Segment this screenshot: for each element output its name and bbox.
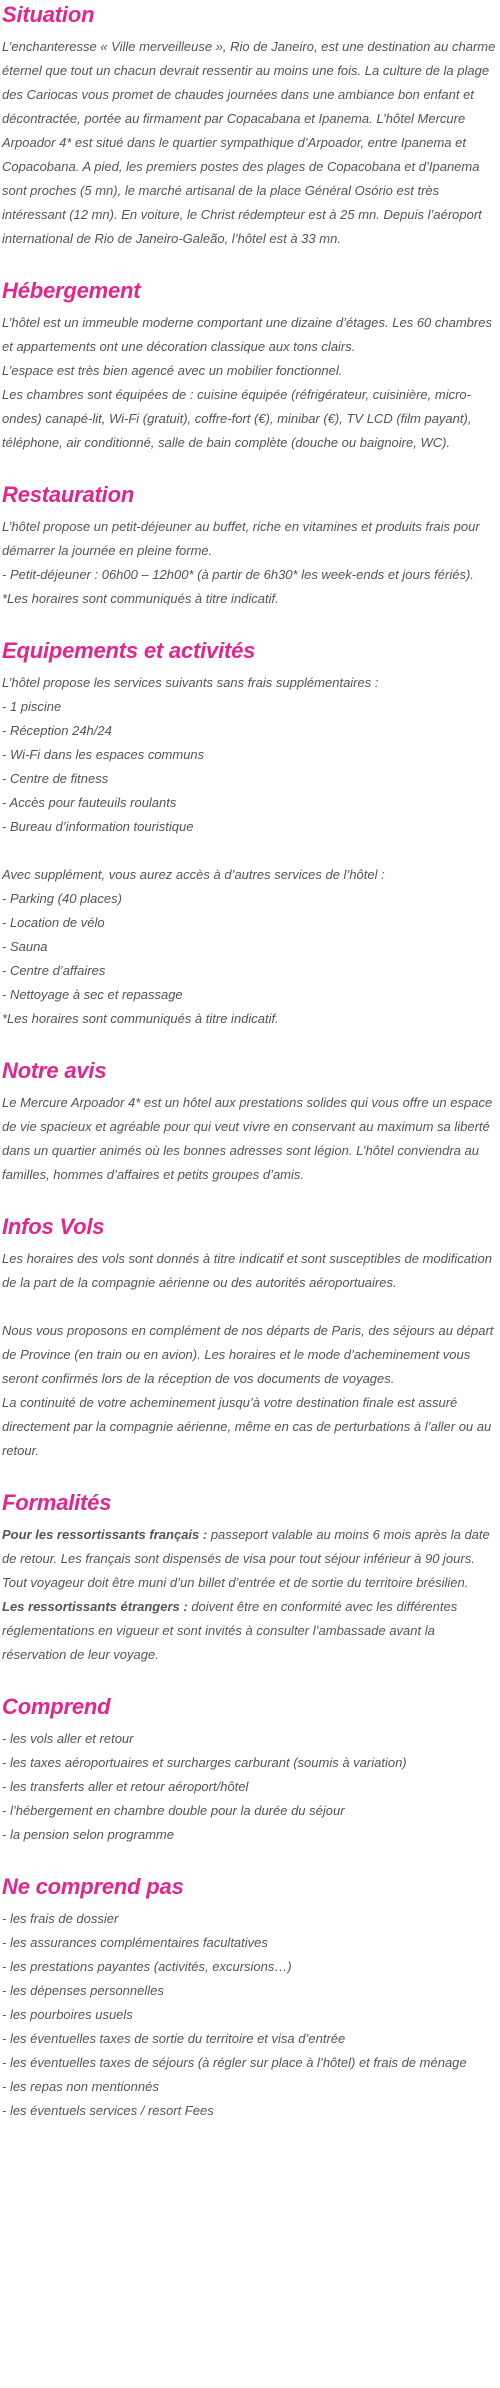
section-paragraph [2, 1775, 498, 1799]
paragraph-text: - Centre de fitness [2, 771, 109, 786]
paragraph-text: - la pension selon programme [2, 1827, 174, 1842]
paragraph-text: - Nettoyage à sec et repassage [2, 987, 183, 1002]
paragraph-text: - Bureau d’information touristique [2, 819, 194, 834]
section-paragraph [2, 1247, 498, 1295]
section-paragraph [2, 935, 498, 959]
section-paragraph [2, 359, 498, 383]
paragraph-text: - Wi-Fi dans les espaces communs [2, 747, 205, 762]
section-paragraph [2, 671, 498, 695]
section-paragraph [2, 587, 498, 611]
section-paragraph [2, 1595, 498, 1667]
section-paragraph [2, 1979, 498, 2003]
paragraph-text: - les éventuelles taxes de séjours (à régler sur place à l’hôtel) et frais de ménage [2, 2055, 467, 2070]
section-hebergement [2, 251, 498, 455]
paragraph-text: - Petit-déjeuner : 06h00 – 12h00* (à partir de 6h30* les week-ends et jours fériés). [2, 567, 474, 582]
section-paragraph [2, 887, 498, 911]
paragraph-lead: Les ressortissants étrangers : [2, 1599, 188, 1614]
paragraph-text: - 1 piscine [2, 699, 62, 714]
section-title: Situation [2, 2, 95, 27]
section-paragraph [2, 1907, 498, 1931]
section-paragraph [2, 1295, 498, 1319]
paragraph-text: - les frais de dossier [2, 1911, 119, 1926]
section-paragraph [2, 2075, 498, 2099]
section-paragraph [2, 311, 498, 359]
paragraph-text: - Centre d’affaires [2, 963, 106, 978]
paragraph-text: - Accès pour fauteuils roulants [2, 795, 177, 810]
section-paragraph [2, 1091, 498, 1187]
section-title: Restauration [2, 482, 135, 507]
paragraph-text: - les vols aller et retour [2, 1731, 134, 1746]
paragraph-text: Nous vous proposons en complément de nos départs de Paris, des séjours au départ de Province (en train ou en avion). Les horaires et le mode d’acheminement vous seront confirmés lors de la réception de vos documents de voyages. [2, 1323, 494, 1386]
section-paragraph [2, 743, 498, 767]
section-paragraph [2, 839, 498, 863]
section-comprend [2, 1667, 498, 1847]
paragraph-text: L’espace est très bien agencé avec un mobilier fonctionnel. [2, 363, 343, 378]
section-paragraph [2, 863, 498, 887]
section-title: Formalités [2, 1490, 112, 1515]
section-paragraph [2, 767, 498, 791]
paragraph-text: - les pourboires usuels [2, 2007, 133, 2022]
section-paragraph [2, 1523, 498, 1595]
section-paragraph [2, 1751, 498, 1775]
section-paragraph [2, 1727, 498, 1751]
paragraph-text: doivent être en conformité avec les différentes réglementations en vigueur et sont invités à consulter l’ambassade avant la réservation de leur voyage. [2, 1599, 458, 1662]
paragraph-text: - les repas non mentionnés [2, 2079, 159, 2094]
section-paragraph [2, 1955, 498, 1979]
section-title: Infos Vols [2, 1214, 105, 1239]
section-paragraph [2, 1799, 498, 1823]
section-paragraph [2, 983, 498, 1007]
section-title: Notre avis [2, 1058, 107, 1083]
paragraph-text: - les assurances complémentaires facultatives [2, 1935, 268, 1950]
paragraph-text: - les éventuelles taxes de sortie du territoire et visa d’entrée [2, 2031, 346, 2046]
paragraph-text: Le Mercure Arpoador 4* est un hôtel aux prestations solides qui vous offre un espace de vie spacieux et agréable pour qui veut vivre en conservant au maximum sa liberté dans un quartier animés où les bonnes adresses sont légion. L’hôtel conviendra au familles, hommes d’affaires et petits groupes d’amis. [2, 1095, 493, 1182]
section-situation [2, 0, 498, 251]
section-paragraph [2, 1823, 498, 1847]
section-infos-vols [2, 1187, 498, 1463]
paragraph-text: Les chambres sont équipées de : cuisine équipée (réfrigérateur, cuisinière, micro-ondes) canapé-lit, Wi-Fi (gratuit), coffre-fort (€), minibar (€), TV LCD (film payant), téléphone, air conditionné, salle de bain complète (douche ou baignoire, WC). [2, 387, 472, 450]
paragraph-text: - Sauna [2, 939, 48, 954]
section-paragraph [2, 719, 498, 743]
section-paragraph [2, 2099, 498, 2123]
paragraph-text: - Réception 24h/24 [2, 723, 112, 738]
section-title: Equipements et activités [2, 638, 256, 663]
section-paragraph [2, 35, 498, 251]
section-paragraph [2, 2027, 498, 2051]
paragraph-text: L’hôtel est un immeuble moderne comportant une dizaine d’étages. Les 60 chambres et appartements ont une décoration classique aux tons clairs. [2, 315, 492, 354]
section-ne-comprend-pas [2, 1847, 498, 2123]
paragraph-text: passeport valable au moins 6 mois après la date de retour. Les français sont dispensés de visa pour tout séjour inférieur à 90 jours. Tout voyageur doit être muni d’un billet d’entrée et de sortie du territoire brésilien. [2, 1527, 490, 1590]
section-paragraph [2, 791, 498, 815]
section-paragraph [2, 2051, 498, 2075]
section-paragraph [2, 1391, 498, 1463]
section-title: Hébergement [2, 278, 141, 303]
paragraph-text: L’hôtel propose un petit-déjeuner au buffet, riche en vitamines et produits frais pour démarrer la journée en pleine forme. [2, 519, 480, 558]
section-paragraph [2, 911, 498, 935]
paragraph-text: - l’hébergement en chambre double pour la durée du séjour [2, 1803, 345, 1818]
section-notre-avis [2, 1031, 498, 1187]
section-paragraph [2, 1319, 498, 1391]
section-title: Comprend [2, 1694, 111, 1719]
section-paragraph [2, 2003, 498, 2027]
section-paragraph [2, 695, 498, 719]
paragraph-text: - les dépenses personnelles [2, 1983, 164, 1998]
section-paragraph [2, 959, 498, 983]
section-paragraph [2, 383, 498, 455]
section-paragraph [2, 1931, 498, 1955]
paragraph-text: La continuité de votre acheminement jusqu’à votre destination finale est assuré directement par la compagnie aérienne, même en cas de perturbations à l’aller ou au retour. [2, 1395, 492, 1458]
paragraph-text: L’hôtel propose les services suivants sans frais supplémentaires : [2, 675, 379, 690]
section-paragraph [2, 815, 498, 839]
paragraph-text: - Location de vélo [2, 915, 105, 930]
paragraph-lead: Pour les ressortissants français : [2, 1527, 208, 1542]
paragraph-text: Avec supplément, vous aurez accès à d’autres services de l’hôtel : [2, 867, 385, 882]
paragraph-text: L’enchanteresse « Ville merveilleuse », Rio de Janeiro, est une destination au charme éternel que tout un chacun devrait ressentir au moins une fois. La culture de la plage des Cariocas vous promet de chaudes journées dans une ambiance bon enfant et décontractée, portée au firmament par Copacabana et Ipanema. L’hôtel Mercure Arpoador 4* est situé dans le quartier sympathique d’Arpoador, entre Ipanema et Copacobana. A pied, les premiers postes des plages de Copacobana et d’Ipanema sont proches (5 mn), le marché artisanal de la place Général Osório est très intéressant (12 mn). En voiture, le Christ rédempteur est à 25 mn. Depuis l’aéroport international de Rio de Janeiro-Galeão, l’hôtel est à 33 mn. [2, 39, 496, 246]
paragraph-text: - Parking (40 places) [2, 891, 122, 906]
paragraph-text: - les éventuels services / resort Fees [2, 2103, 214, 2118]
section-paragraph [2, 1007, 498, 1031]
section-formalites [2, 1463, 498, 1667]
section-restauration [2, 455, 498, 611]
paragraph-text: - les taxes aéroportuaires et surcharges carburant (soumis à variation) [2, 1755, 407, 1770]
paragraph-text: - les transferts aller et retour aéroport/hôtel [2, 1779, 249, 1794]
section-paragraph [2, 515, 498, 563]
section-paragraph [2, 563, 498, 587]
section-equipements-et-activites [2, 611, 498, 1031]
paragraph-text: *Les horaires sont communiqués à titre indicatif. [2, 591, 279, 606]
paragraph-text: Les horaires des vols sont donnés à titre indicatif et sont susceptibles de modification de la part de la compagnie aérienne ou des autorités aéroportuaires. [2, 1251, 492, 1290]
paragraph-text: - les prestations payantes (activités, excursions…) [2, 1959, 292, 1974]
paragraph-text: *Les horaires sont communiqués à titre indicatif. [2, 1011, 279, 1026]
section-title: Ne comprend pas [2, 1874, 184, 1899]
